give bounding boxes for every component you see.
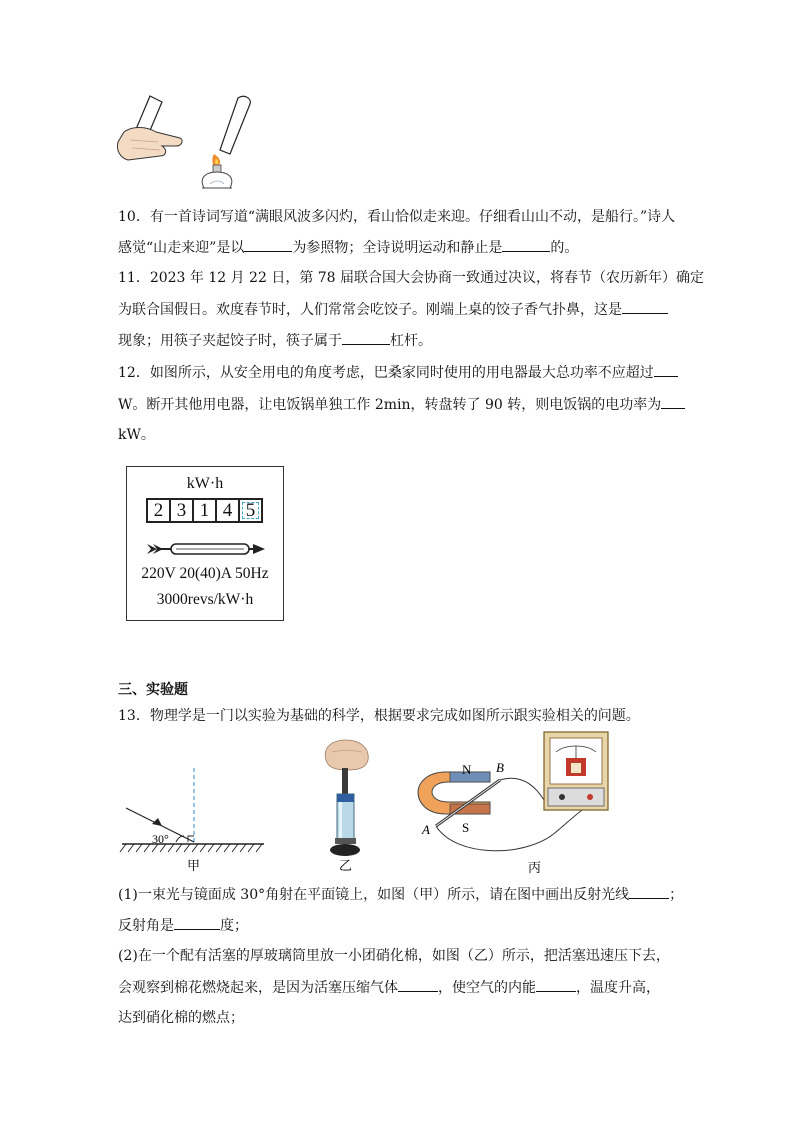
meter-digit: 2: [146, 498, 171, 523]
meter-spec-constant: 3000revs/kW·h: [156, 591, 254, 608]
q13-sub2-line3: 达到硝化棉的燃点；: [118, 1010, 244, 1026]
q12-line1: 12．如图所示，从安全用电的角度考虑，巴桑家同时使用的用电器最大总功率不应超过: [118, 362, 678, 383]
answer-blank[interactable]: [174, 915, 220, 930]
answer-blank[interactable]: [244, 237, 292, 252]
answer-blank[interactable]: [342, 330, 390, 345]
q11-line2: 为联合国假日。欢度春节时，人们常常会吃饺子。刚端上桌的饺子香气扑鼻，这是: [118, 299, 668, 320]
answer-blank[interactable]: [502, 237, 550, 252]
pole-n-label: N: [462, 762, 472, 777]
test-tube-figure: [110, 92, 260, 197]
hand-holding-tube: [117, 96, 182, 160]
meter-digit: 3: [169, 498, 194, 523]
meter-spec-rating: 220V 20(40)A 50Hz: [141, 565, 269, 582]
meter-digit: 1: [192, 498, 217, 523]
q11-line1: 11．2023 年 12 月 22 日，第 78 届联合国大会协商一致通过决议，将春节（农历新年）确定: [118, 270, 705, 286]
q10-line1: 10．有一首诗词写道“满眼风波多闪灼，看山恰似走来迎。仔细看山山不动，是船行。”诗人: [118, 209, 676, 225]
meter-disc-indicator: [145, 541, 269, 557]
answer-blank[interactable]: [654, 362, 678, 377]
q13-intro: 13．物理学是一门以实验为基础的科学，根据要求完成如图所示跟实验相关的问题。: [118, 708, 640, 724]
answer-blank[interactable]: [629, 884, 669, 899]
pole-s-label: S: [462, 820, 470, 835]
figure-label: 甲: [187, 858, 201, 873]
answer-blank[interactable]: [622, 299, 668, 314]
tube-over-alcohol-lamp: [202, 96, 250, 188]
answer-blank[interactable]: [661, 394, 685, 409]
figure-bing-induction: [416, 730, 612, 876]
meter-digit-decimal: 5: [238, 498, 263, 523]
q13-sub1-line1: (1)一束光与镜面成 30°角射在平面镜上，如图（甲）所示，请在图中画出反射光线 ；: [118, 884, 683, 905]
meter-reading: [146, 498, 263, 523]
section-title: 三、实验题: [118, 682, 188, 698]
q11-line3: 现象；用筷子夹起饺子时，筷子属于 杠杆。: [118, 330, 432, 351]
q13-sub2-line2: 会观察到棉花燃烧起来，是因为活塞压缩气体 ，使空气的内能 ，温度升高，: [118, 977, 660, 998]
q12-line2: W。断开其他用电器，让电饭锅单独工作 2min，转盘转了 90 转，则电饭锅的电功率为: [118, 394, 685, 415]
q10-line2: 感觉“山走来迎”是以 为参照物；全诗说明运动和静止是 的。: [118, 237, 578, 258]
q13-sub2-line1: (2)在一个配有活塞的厚玻璃筒里放一小团硝化棉，如图（乙）所示，把活塞迅速压下去，: [118, 948, 670, 964]
figure-yi-piston: [318, 738, 378, 874]
point-b-label: B: [496, 760, 504, 775]
angle-label: 30°: [152, 832, 169, 846]
meter-digit: 4: [215, 498, 240, 523]
figure-jia-mirror: [118, 766, 268, 874]
answer-blank[interactable]: [536, 977, 576, 992]
figure-label: 丙: [528, 860, 542, 875]
meter-unit: kW·h: [186, 475, 224, 492]
electric-meter: [126, 466, 284, 621]
figure-label: 乙: [339, 858, 353, 873]
answer-blank[interactable]: [398, 977, 438, 992]
point-a-label: A: [422, 822, 430, 837]
q12-line3: kW。: [118, 427, 155, 443]
q13-sub1-line2: 反射角是 度；: [118, 915, 248, 936]
